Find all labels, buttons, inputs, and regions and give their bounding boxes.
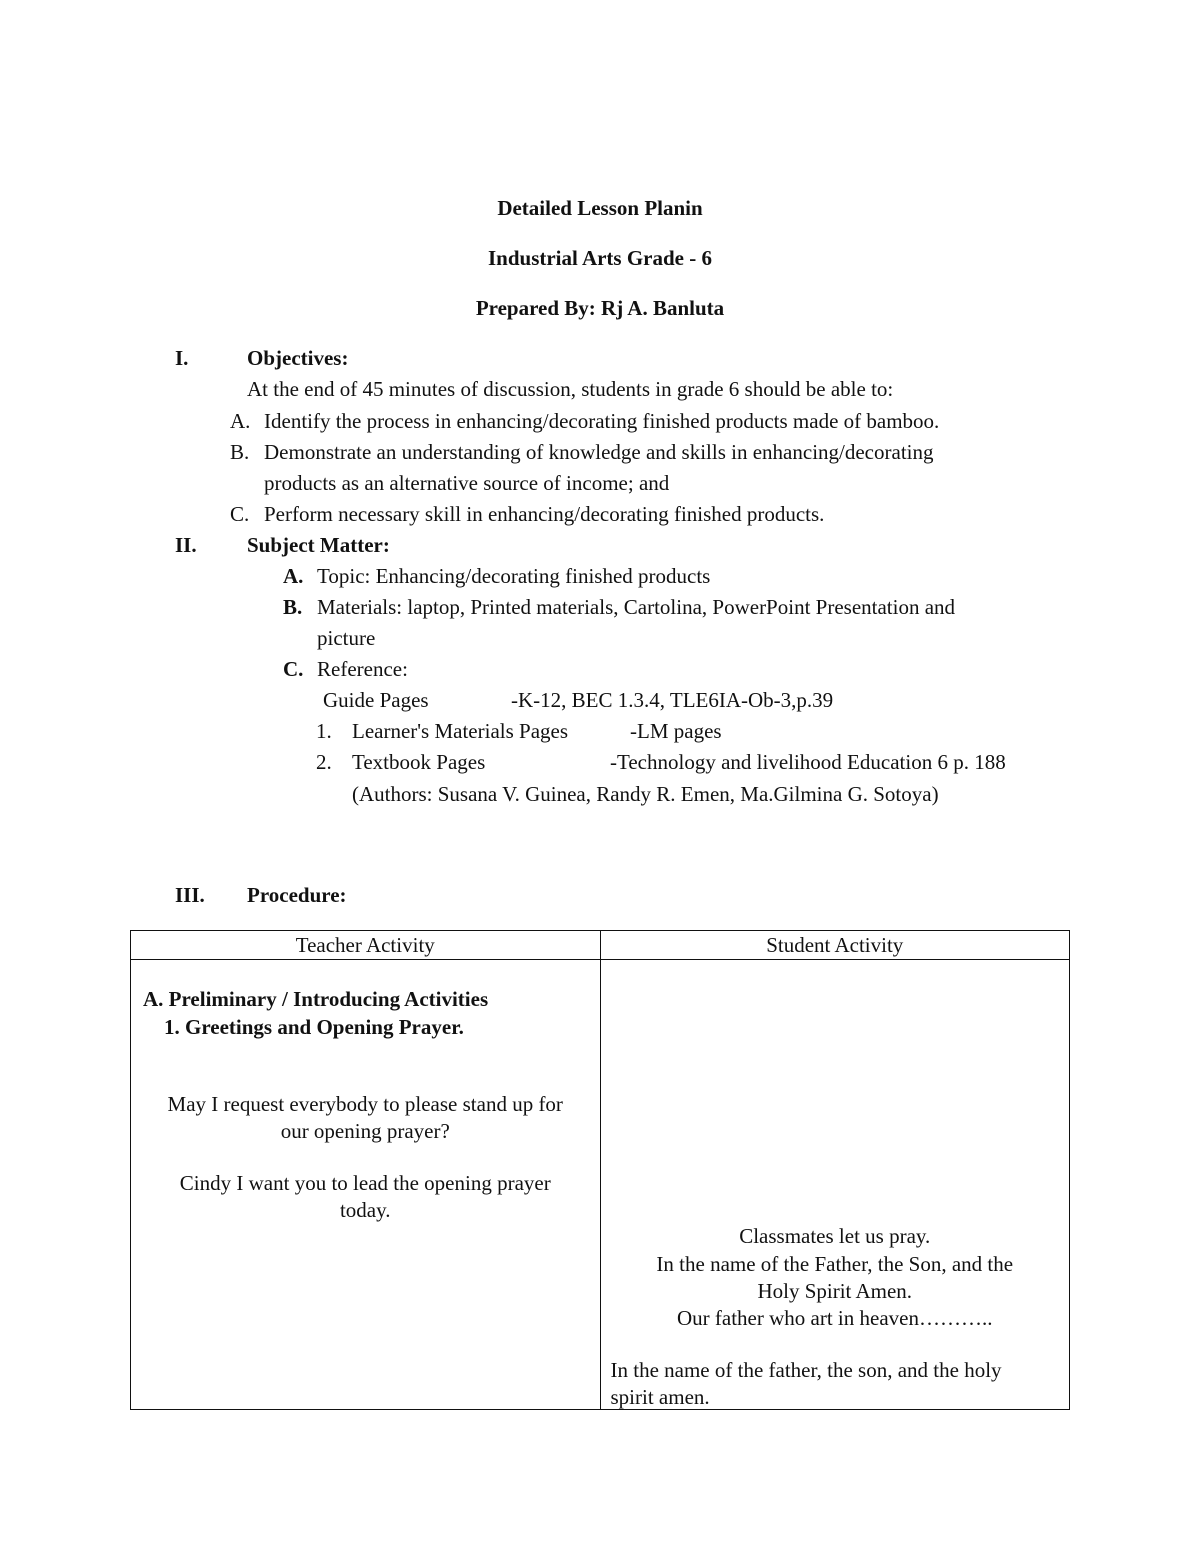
student-text: In the name of the Father, the Son, and the xyxy=(656,1252,1014,1276)
document-title: Detailed Lesson Planin xyxy=(497,196,703,220)
student-text: Holy Spirit Amen. xyxy=(757,1279,913,1303)
procedure-table xyxy=(130,930,1070,1410)
prepared-by: Prepared By: Rj A. Banluta xyxy=(475,296,725,320)
teacher-text: May I request everybody to please stand up for xyxy=(167,1092,563,1116)
section-heading-procedure: Procedure: xyxy=(247,883,347,907)
teacher-text: our opening prayer? xyxy=(280,1119,450,1143)
subject-reference: Reference: xyxy=(317,657,408,681)
document-subtitle: Industrial Arts Grade - 6 xyxy=(487,246,712,270)
textbook-value: -Technology and livelihood Education 6 p. 188 xyxy=(610,750,1006,774)
teacher-text: Cindy I want you to lead the opening prayer xyxy=(179,1171,551,1195)
section-heading-subject-matter: Subject Matter: xyxy=(247,533,390,557)
teacher-text: today. xyxy=(339,1198,391,1222)
subject-letter: A. xyxy=(283,564,304,588)
subject-materials: picture xyxy=(317,626,376,650)
objective-letter: B. xyxy=(230,440,250,464)
guide-pages-label: Guide Pages xyxy=(323,688,429,712)
reference-number: 2. xyxy=(316,750,332,774)
objective-text: Identify the process in enhancing/decorating finished products made of bamboo. xyxy=(264,409,940,433)
section-numeral: III. xyxy=(175,883,205,907)
reference-number: 1. xyxy=(316,719,332,743)
objective-text: products as an alternative source of income; and xyxy=(264,471,670,495)
objectives-intro: At the end of 45 minutes of discussion, students in grade 6 should be able to: xyxy=(247,377,894,401)
col-header-student: Student Activity xyxy=(600,931,1070,960)
section-numeral: I. xyxy=(175,346,189,370)
table-row xyxy=(131,960,1070,1410)
subject-materials: Materials: laptop, Printed materials, Cartolina, PowerPoint Presentation and xyxy=(317,595,956,619)
objective-letter: A. xyxy=(230,409,251,433)
col-header-teacher: Teacher Activity xyxy=(131,931,601,960)
objective-text: Perform necessary skill in enhancing/decorating finished products. xyxy=(264,502,825,526)
teacher-heading: A. Preliminary / Introducing Activities xyxy=(143,987,489,1011)
student-text: spirit amen. xyxy=(610,1385,710,1409)
textbook-authors: (Authors: Susana V. Guinea, Randy R. Emen, Ma.Gilmina G. Sotoya) xyxy=(352,782,939,806)
teacher-subheading: 1. Greetings and Opening Prayer. xyxy=(164,1015,464,1039)
objective-letter: C. xyxy=(230,502,250,526)
student-text: Classmates let us pray. xyxy=(739,1224,931,1248)
guide-pages-value: -K-12, BEC 1.3.4, TLE6IA-Ob-3,p.39 xyxy=(511,688,834,712)
student-text: Our father who art in heaven……….. xyxy=(677,1306,993,1330)
student-activity-cell xyxy=(600,960,1070,1410)
learners-materials-label: Learner's Materials Pages xyxy=(352,719,569,743)
section-heading-objectives: Objectives: xyxy=(247,346,349,370)
table-header-row xyxy=(131,931,1070,960)
textbook-label: Textbook Pages xyxy=(352,750,486,774)
subject-letter: C. xyxy=(283,657,304,681)
teacher-activity-cell xyxy=(131,960,601,1410)
subject-letter: B. xyxy=(283,595,303,619)
subject-topic: Topic: Enhancing/decorating finished products xyxy=(317,564,711,588)
student-text: In the name of the father, the son, and the holy xyxy=(610,1358,1002,1382)
learners-materials-value: -LM pages xyxy=(630,719,722,743)
section-numeral: II. xyxy=(175,533,197,557)
objective-text: Demonstrate an understanding of knowledge and skills in enhancing/decorating xyxy=(264,440,934,464)
